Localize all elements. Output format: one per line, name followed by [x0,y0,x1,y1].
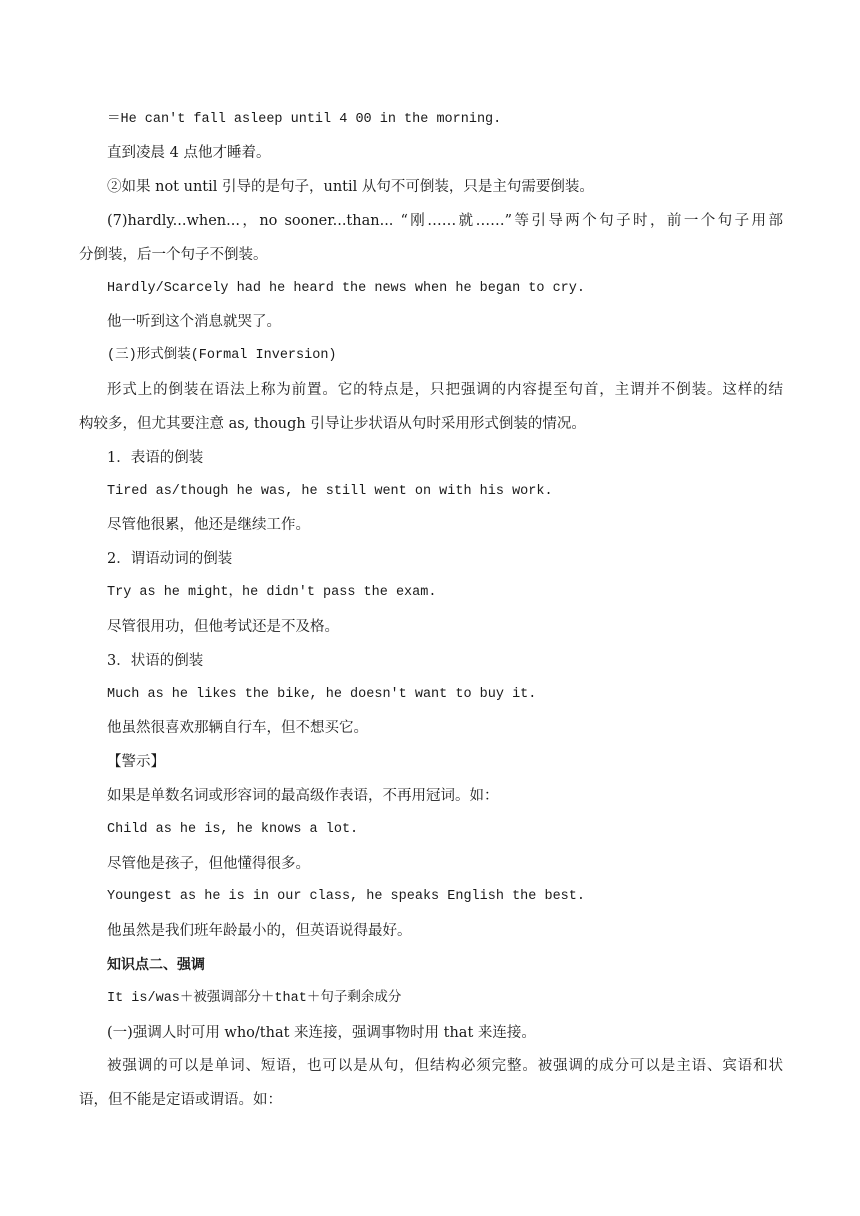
text-line: (一)强调人时可用 who/that 来连接，强调事物时用 that 来连接。 [107,1025,536,1041]
text-line: 他虽然很喜欢那辆自行车，但不想买它。 [107,720,368,736]
text-line: ②如果 not until 引导的是句子，until 从句不可倒装，只是主句需要倒装。 [107,179,594,195]
text-line: Try as he might，he didn't pass the exam. [107,585,437,600]
subheading: 1．表语的倒装 [107,450,204,466]
text-line: (7)hardly...when...，no sooner...than... “刚……就……”等引导两个句子时，前一个句子用部 [107,213,783,229]
knowledge-point-heading: 知识点二、强调 [107,957,205,973]
warning-label: 【警示】 [107,754,165,770]
text-line: 语，但不能是定语或谓语。如： [79,1092,282,1108]
text-line: Youngest as he is in our class, he speaks English the best. [107,889,585,904]
text-line: 尽管很用功，但他考试还是不及格。 [107,619,339,635]
text-line: 尽管他是孩子，但他懂得很多。 [107,856,310,872]
text-line: 直到凌晨 4 点他才睡着。 [107,145,271,161]
text-line: Tired as/though he was, he still went on with his work. [107,484,553,499]
section-heading: (三)形式倒装(Formal Inversion) [107,348,337,363]
text-line: 如果是单数名词或形容词的最高级作表语，不再用冠词。如： [107,788,499,804]
text-line: 尽管他很累，他还是继续工作。 [107,517,310,533]
text-line: It is/was＋被强调部分＋that＋句子剩余成分 [107,991,402,1006]
text-line: 构较多，但尤其要注意 as, though 引导让步状语从句时采用形式倒装的情况。 [79,416,586,432]
text-line: 他一听到这个消息就哭了。 [107,314,281,330]
text-line: ＝He can't fall asleep until 4 00 in the morning. [107,112,502,127]
text-line: Child as he is, he knows a lot. [107,822,359,837]
text-line: 他虽然是我们班年龄最小的，但英语说得最好。 [107,923,412,939]
text-line: 形式上的倒装在语法上称为前置。它的特点是，只把强调的内容提至句首，主谓并不倒装。这样的结 [107,382,783,398]
text-line: 分倒装，后一个句子不倒装。 [79,247,268,263]
text-line: Hardly/Scarcely had he heard the news when he began to cry. [107,281,585,296]
subheading: 2．谓语动词的倒装 [107,551,233,567]
text-line: 被强调的可以是单词、短语，也可以是从句，但结构必须完整。被强调的成分可以是主语、宾语和状 [107,1058,783,1074]
text-line: Much as he likes the bike, he doesn't want to buy it. [107,687,537,702]
subheading: 3．状语的倒装 [107,653,204,669]
